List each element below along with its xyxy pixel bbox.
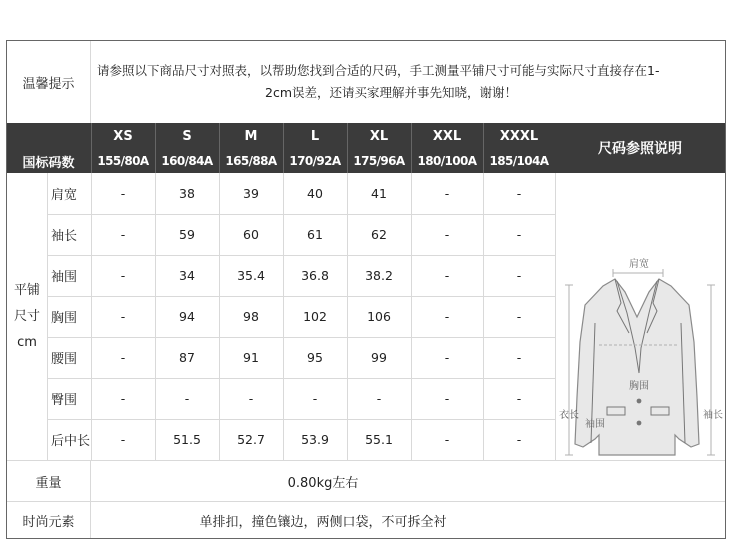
table-cell: 35.4 [237,268,265,283]
style-value: 单排扣，撞色镶边，两侧口袋，不可拆全衬 [199,514,447,530]
standard-size-0: 155/80A [91,149,155,173]
table-cell: 34 [179,268,195,283]
table-cell: 95 [307,350,323,365]
table-cell: - [444,350,450,365]
standard-size-6: 185/104A [483,149,555,173]
group-label-line-3: cm [17,334,37,350]
measure-label-2: 袖围 [51,270,78,285]
table-cell: 61 [307,227,323,242]
jacket-measurement-diagram [555,173,725,460]
size-header-1: S [155,123,219,149]
size-header-4: XL [347,123,411,149]
table-cell: 91 [243,350,259,365]
tip-line-1: 请参照以下商品尺寸对照表，以帮助您找到合适的尺码，手工测量平铺尺寸可能与实际尺寸直接存在1- [97,63,660,78]
table-cell: 36.8 [301,268,329,283]
table-cell: 62 [371,227,387,242]
table-cell: 38 [179,186,195,201]
table-cell: 59 [179,227,195,242]
standard-size-4: 175/96A [347,149,411,173]
table-cell: 40 [307,186,323,201]
table-cell: - [516,391,522,406]
table-cell: - [444,391,450,406]
table-cell: 53.9 [301,432,329,447]
standard-size-5: 180/100A [411,149,483,173]
table-cell: - [184,391,190,406]
table-cell: - [248,391,254,406]
button-1 [637,399,642,404]
table-cell: - [376,391,382,406]
standard-size-1: 160/84A [155,149,219,173]
table-cell: 38.2 [365,268,393,283]
tip-text [91,41,725,123]
measure-label-5: 臀围 [51,393,78,408]
table-cell: - [516,268,522,283]
table-cell: - [120,186,126,201]
table-cell: 106 [367,309,391,324]
group-label-line-1: 平铺 [13,282,40,298]
standard-size-2: 165/88A [219,149,283,173]
table-cell: 87 [179,350,195,365]
table-cell: - [516,432,522,447]
table-cell: 51.5 [173,432,201,447]
table-cell: - [516,309,522,324]
table-cell: - [444,186,450,201]
diagram-label-chest: 胸围 [629,381,649,392]
weight-label: 重量 [35,475,62,491]
measure-label-3: 胸围 [51,311,78,326]
measure-label-0: 肩宽 [51,188,78,203]
table-cell: 98 [243,309,259,324]
size-header-0: XS [91,123,155,149]
group-label-line-2: 尺寸 [13,308,40,324]
size-header-3: L [283,123,347,149]
measure-label-4: 腰围 [51,352,78,367]
measure-label-6: 后中长 [51,434,91,449]
table-cell: 52.7 [237,432,265,447]
size-chart [6,40,726,539]
table-cell: 102 [303,309,327,324]
diagram-label-sleeve-len: 袖长 [703,410,723,421]
size-header-5: XXL [411,123,483,149]
table-cell: - [120,309,126,324]
table-cell: - [312,391,318,406]
diagram-label-shoulder: 肩宽 [629,259,649,270]
table-cell: - [120,227,126,242]
table-cell: - [444,268,450,283]
size-header-6: XXXL [483,123,555,149]
table-cell: - [120,391,126,406]
table-cell: 99 [371,350,387,365]
table-cell: - [444,432,450,447]
table-cell: - [120,268,126,283]
table-cell: 39 [243,186,259,201]
diagram-label-length: 衣长 [559,410,579,421]
table-cell: - [516,227,522,242]
table-cell: - [516,186,522,201]
table-cell: 55.1 [365,432,393,447]
table-cell: 41 [371,186,387,201]
style-label: 时尚元素 [22,514,75,530]
diagram-label-sleeve-circ: 袖围 [585,419,605,430]
table-cell: - [444,309,450,324]
reference-title: 尺码参照说明 [555,123,725,173]
standard-label: 国标码数 [7,149,90,173]
measure-label-1: 袖长 [51,229,78,244]
standard-size-3: 170/92A [283,149,347,173]
table-cell: - [444,227,450,242]
table-cell: 94 [179,309,195,324]
flat-size-group-label [7,173,47,460]
button-2 [637,421,642,426]
tip-label: 温馨提示 [22,76,75,92]
size-header-2: M [219,123,283,149]
weight-value: 0.80kg左右 [287,475,359,491]
tip-line-2: 2cm误差，还请买家理解并事先知晓，谢谢！ [265,85,518,100]
table-cell: - [120,432,126,447]
table-cell: - [120,350,126,365]
table-cell: - [516,350,522,365]
table-cell: 60 [243,227,259,242]
